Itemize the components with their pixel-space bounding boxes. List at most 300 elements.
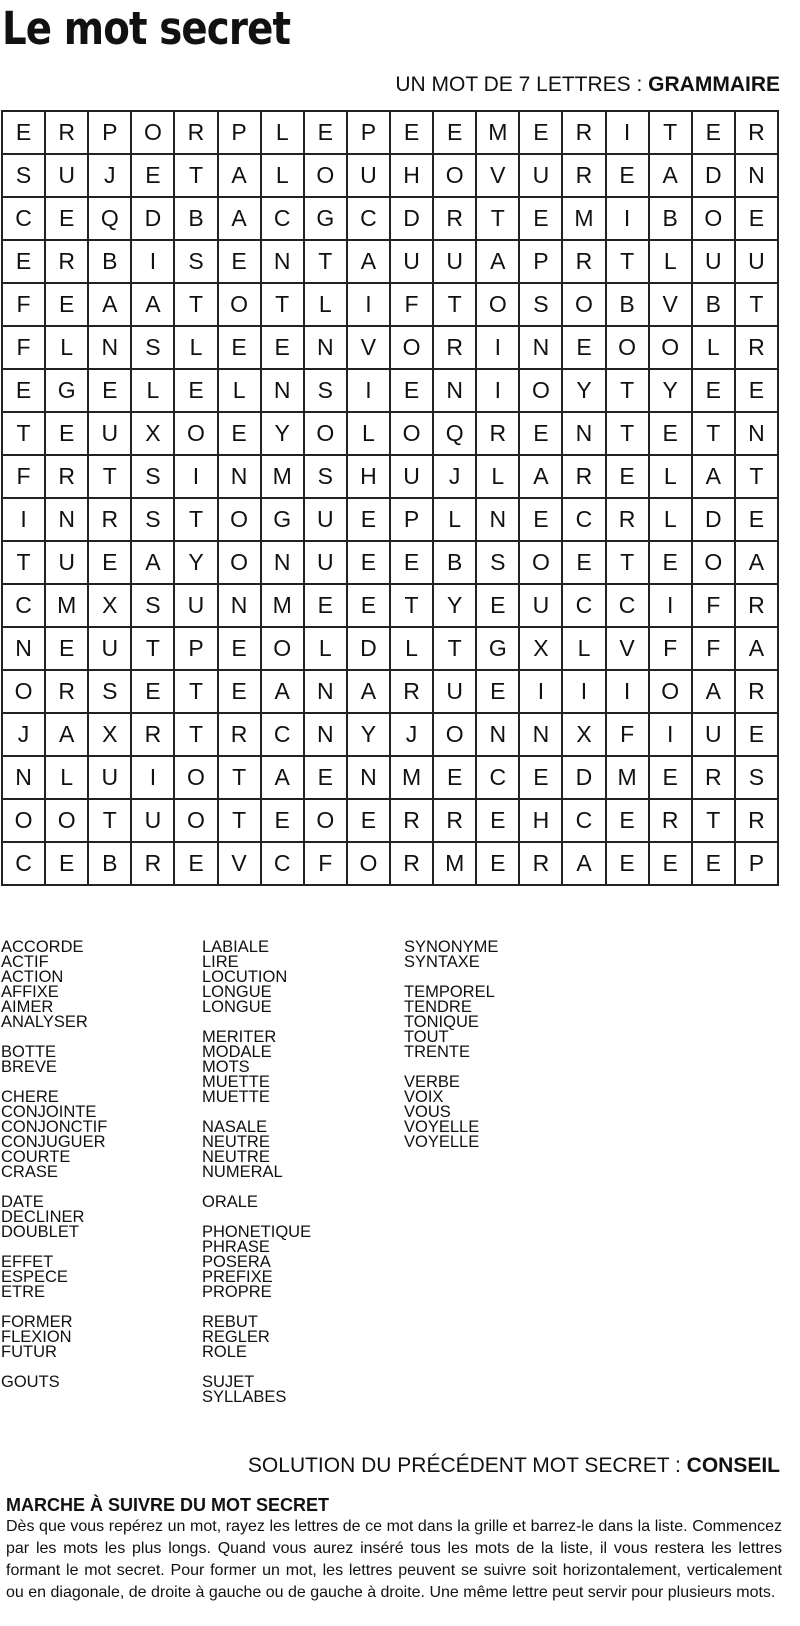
word-list-item[interactable]: ESPECE (1, 1268, 68, 1286)
word-list-item[interactable]: TENDRE (404, 998, 472, 1016)
grid-cell[interactable]: E (520, 198, 563, 241)
word-list-item[interactable]: FORMER (1, 1313, 73, 1331)
grid-cell[interactable]: R (520, 843, 563, 886)
grid-cell[interactable]: S (89, 671, 132, 714)
grid-cell[interactable]: D (348, 628, 391, 671)
grid-cell[interactable]: L (132, 370, 175, 413)
grid-cell[interactable]: T (693, 800, 736, 843)
grid-cell[interactable]: S (305, 370, 348, 413)
grid-cell[interactable]: U (693, 714, 736, 757)
grid-cell[interactable]: E (219, 241, 262, 284)
word-list-item[interactable]: FUTUR (1, 1343, 57, 1361)
grid-cell[interactable]: U (305, 499, 348, 542)
grid-cell[interactable]: A (736, 542, 779, 585)
word-list-item[interactable]: BREVE (1, 1058, 57, 1076)
grid-cell[interactable]: N (305, 671, 348, 714)
grid-cell[interactable]: R (434, 800, 477, 843)
grid-cell[interactable]: R (736, 671, 779, 714)
word-list-item[interactable]: LABIALE (202, 938, 269, 956)
grid-cell[interactable]: N (3, 628, 46, 671)
grid-cell[interactable]: E (434, 757, 477, 800)
grid-cell[interactable]: F (305, 843, 348, 886)
grid-cell[interactable]: C (563, 585, 606, 628)
grid-cell[interactable]: E (46, 284, 89, 327)
word-list-item[interactable]: LONGUE (202, 983, 272, 1001)
grid-cell[interactable]: M (434, 843, 477, 886)
grid-cell[interactable]: L (305, 628, 348, 671)
grid-cell[interactable]: S (477, 542, 520, 585)
grid-cell[interactable]: E (46, 843, 89, 886)
grid-cell[interactable]: A (348, 241, 391, 284)
grid-cell[interactable]: T (3, 542, 46, 585)
grid-cell[interactable]: B (89, 843, 132, 886)
grid-cell[interactable]: J (391, 714, 434, 757)
grid-cell[interactable]: L (348, 413, 391, 456)
word-list-item[interactable]: NEUTRE (202, 1148, 270, 1166)
grid-cell[interactable]: R (477, 413, 520, 456)
grid-cell[interactable]: E (219, 327, 262, 370)
word-list-item[interactable]: SUJET (202, 1373, 255, 1391)
grid-cell[interactable]: I (175, 456, 218, 499)
grid-cell[interactable]: R (46, 456, 89, 499)
grid-cell[interactable]: N (219, 456, 262, 499)
grid-cell[interactable]: R (434, 198, 477, 241)
grid-cell[interactable]: E (175, 843, 218, 886)
grid-cell[interactable]: C (262, 843, 305, 886)
grid-cell[interactable]: I (607, 112, 650, 155)
grid-cell[interactable]: E (650, 413, 693, 456)
grid-cell[interactable]: O (175, 757, 218, 800)
grid-cell[interactable]: C (3, 198, 46, 241)
grid-cell[interactable]: O (175, 800, 218, 843)
grid-cell[interactable]: X (89, 714, 132, 757)
grid-cell[interactable]: A (348, 671, 391, 714)
grid-cell[interactable]: L (650, 499, 693, 542)
grid-cell[interactable]: I (563, 671, 606, 714)
grid-cell[interactable]: P (89, 112, 132, 155)
grid-cell[interactable]: R (391, 671, 434, 714)
word-list-item[interactable]: MUETTE (202, 1073, 270, 1091)
word-list-item[interactable]: SYNONYME (404, 938, 499, 956)
grid-cell[interactable]: B (650, 198, 693, 241)
word-list-item[interactable]: ACTIF (1, 953, 49, 971)
grid-cell[interactable]: R (46, 671, 89, 714)
grid-cell[interactable]: E (348, 800, 391, 843)
grid-cell[interactable]: E (175, 370, 218, 413)
grid-cell[interactable]: U (391, 456, 434, 499)
word-list-item[interactable]: MERITER (202, 1028, 277, 1046)
word-list-item[interactable]: TEMPOREL (404, 983, 495, 1001)
grid-cell[interactable]: G (477, 628, 520, 671)
grid-cell[interactable]: V (650, 284, 693, 327)
grid-cell[interactable]: I (520, 671, 563, 714)
grid-cell[interactable]: E (693, 112, 736, 155)
grid-cell[interactable]: N (348, 757, 391, 800)
word-list-item[interactable]: MOTS (202, 1058, 250, 1076)
word-list-item[interactable]: POSERA (202, 1253, 271, 1271)
grid-cell[interactable]: U (89, 757, 132, 800)
grid-cell[interactable]: R (46, 241, 89, 284)
word-list-item[interactable]: NUMERAL (202, 1163, 283, 1181)
grid-cell[interactable]: E (46, 628, 89, 671)
word-list-item[interactable]: VOUS (404, 1103, 451, 1121)
word-list-item[interactable]: ETRE (1, 1283, 46, 1301)
grid-cell[interactable]: I (132, 241, 175, 284)
word-list-item[interactable]: ACTION (1, 968, 64, 986)
grid-cell[interactable]: M (607, 757, 650, 800)
grid-cell[interactable]: I (607, 671, 650, 714)
grid-cell[interactable]: O (607, 327, 650, 370)
grid-cell[interactable]: O (693, 542, 736, 585)
grid-cell[interactable]: N (477, 714, 520, 757)
grid-cell[interactable]: F (3, 456, 46, 499)
grid-cell[interactable]: M (563, 198, 606, 241)
grid-cell[interactable]: A (219, 155, 262, 198)
grid-cell[interactable]: L (46, 327, 89, 370)
grid-cell[interactable]: R (563, 456, 606, 499)
grid-cell[interactable]: E (434, 112, 477, 155)
grid-cell[interactable]: U (348, 155, 391, 198)
word-list-item[interactable]: REBUT (202, 1313, 258, 1331)
word-list-item[interactable]: PREFIXE (202, 1268, 273, 1286)
word-list-item[interactable]: ORALE (202, 1193, 258, 1211)
word-list-item[interactable]: PROPRE (202, 1283, 272, 1301)
grid-cell[interactable]: T (175, 714, 218, 757)
grid-cell[interactable]: T (736, 284, 779, 327)
grid-cell[interactable]: E (607, 155, 650, 198)
grid-cell[interactable]: E (305, 757, 348, 800)
grid-cell[interactable]: G (46, 370, 89, 413)
grid-cell[interactable]: D (391, 198, 434, 241)
grid-cell[interactable]: N (477, 499, 520, 542)
word-list-item[interactable]: SYNTAXE (404, 953, 480, 971)
word-list-item[interactable]: VOYELLE (404, 1118, 480, 1136)
word-list-item[interactable]: AFFIXE (1, 983, 59, 1001)
grid-cell[interactable]: R (219, 714, 262, 757)
grid-cell[interactable]: Y (563, 370, 606, 413)
grid-cell[interactable]: A (693, 671, 736, 714)
grid-cell[interactable]: E (693, 843, 736, 886)
word-list-item[interactable]: LONGUE (202, 998, 272, 1016)
grid-cell[interactable]: R (563, 112, 606, 155)
grid-cell[interactable]: N (736, 155, 779, 198)
grid-cell[interactable]: R (693, 757, 736, 800)
grid-cell[interactable]: O (348, 843, 391, 886)
grid-cell[interactable]: A (563, 843, 606, 886)
grid-cell[interactable]: E (563, 542, 606, 585)
grid-cell[interactable]: O (477, 284, 520, 327)
grid-cell[interactable]: N (520, 714, 563, 757)
grid-cell[interactable]: N (262, 370, 305, 413)
grid-cell[interactable]: S (132, 456, 175, 499)
grid-cell[interactable]: L (650, 456, 693, 499)
grid-cell[interactable]: R (132, 714, 175, 757)
grid-cell[interactable]: A (650, 155, 693, 198)
grid-cell[interactable]: V (219, 843, 262, 886)
grid-cell[interactable]: C (477, 757, 520, 800)
grid-cell[interactable]: H (348, 456, 391, 499)
grid-cell[interactable]: D (693, 155, 736, 198)
grid-cell[interactable]: E (348, 585, 391, 628)
grid-cell[interactable]: F (3, 327, 46, 370)
grid-cell[interactable]: F (693, 585, 736, 628)
grid-cell[interactable]: O (391, 413, 434, 456)
grid-cell[interactable]: E (3, 112, 46, 155)
grid-cell[interactable]: Y (262, 413, 305, 456)
grid-cell[interactable]: E (391, 112, 434, 155)
grid-cell[interactable]: U (736, 241, 779, 284)
grid-cell[interactable]: U (693, 241, 736, 284)
grid-cell[interactable]: C (3, 585, 46, 628)
grid-cell[interactable]: A (89, 284, 132, 327)
grid-cell[interactable]: R (46, 112, 89, 155)
grid-cell[interactable]: R (563, 155, 606, 198)
grid-cell[interactable]: R (650, 800, 693, 843)
grid-cell[interactable]: E (3, 241, 46, 284)
grid-cell[interactable]: B (89, 241, 132, 284)
grid-cell[interactable]: Q (89, 198, 132, 241)
grid-cell[interactable]: S (305, 456, 348, 499)
word-list-item[interactable]: SYLLABES (202, 1388, 287, 1406)
grid-cell[interactable]: O (262, 628, 305, 671)
grid-cell[interactable]: M (262, 456, 305, 499)
grid-cell[interactable]: F (3, 284, 46, 327)
grid-cell[interactable]: L (262, 112, 305, 155)
word-list-item[interactable]: REGLER (202, 1328, 270, 1346)
grid-cell[interactable]: T (736, 456, 779, 499)
grid-cell[interactable]: A (262, 671, 305, 714)
grid-cell[interactable]: F (693, 628, 736, 671)
grid-cell[interactable]: O (520, 370, 563, 413)
grid-cell[interactable]: R (89, 499, 132, 542)
word-list-item[interactable]: DECLINER (1, 1208, 85, 1226)
grid-cell[interactable]: E (693, 370, 736, 413)
grid-cell[interactable]: U (89, 628, 132, 671)
grid-cell[interactable]: P (391, 499, 434, 542)
word-list-item[interactable]: COURTE (1, 1148, 71, 1166)
word-list-item[interactable]: ACCORDE (1, 938, 84, 956)
grid-cell[interactable]: E (391, 370, 434, 413)
grid-cell[interactable]: N (262, 542, 305, 585)
grid-cell[interactable]: O (3, 800, 46, 843)
grid-cell[interactable]: E (305, 112, 348, 155)
grid-cell[interactable]: J (3, 714, 46, 757)
word-list-item[interactable]: PHONETIQUE (202, 1223, 312, 1241)
grid-cell[interactable]: R (736, 112, 779, 155)
grid-cell[interactable]: I (650, 585, 693, 628)
grid-cell[interactable]: N (3, 757, 46, 800)
grid-cell[interactable]: P (520, 241, 563, 284)
grid-cell[interactable]: C (3, 843, 46, 886)
grid-cell[interactable]: B (175, 198, 218, 241)
grid-cell[interactable]: U (305, 542, 348, 585)
grid-cell[interactable]: O (219, 499, 262, 542)
word-list-item[interactable]: CHERE (1, 1088, 59, 1106)
grid-cell[interactable]: E (89, 542, 132, 585)
grid-cell[interactable]: D (563, 757, 606, 800)
grid-cell[interactable]: T (650, 112, 693, 155)
grid-cell[interactable]: I (477, 327, 520, 370)
grid-cell[interactable]: L (175, 327, 218, 370)
grid-cell[interactable]: A (132, 284, 175, 327)
grid-cell[interactable]: C (262, 714, 305, 757)
grid-cell[interactable]: O (650, 671, 693, 714)
word-list-item[interactable]: TRENTE (404, 1043, 470, 1061)
grid-cell[interactable]: F (607, 714, 650, 757)
grid-cell[interactable]: P (219, 112, 262, 155)
grid-cell[interactable]: C (563, 499, 606, 542)
grid-cell[interactable]: O (434, 155, 477, 198)
grid-cell[interactable]: U (46, 542, 89, 585)
grid-cell[interactable]: L (219, 370, 262, 413)
grid-cell[interactable]: U (89, 413, 132, 456)
grid-cell[interactable]: D (693, 499, 736, 542)
word-list-item[interactable]: TONIQUE (404, 1013, 479, 1031)
grid-cell[interactable]: T (89, 800, 132, 843)
grid-cell[interactable]: O (520, 542, 563, 585)
grid-cell[interactable]: T (175, 671, 218, 714)
grid-cell[interactable]: E (650, 843, 693, 886)
grid-cell[interactable]: V (477, 155, 520, 198)
grid-cell[interactable]: L (477, 456, 520, 499)
grid-cell[interactable]: N (305, 714, 348, 757)
grid-cell[interactable]: O (175, 413, 218, 456)
grid-cell[interactable]: O (305, 800, 348, 843)
grid-cell[interactable]: O (305, 155, 348, 198)
grid-cell[interactable]: T (219, 757, 262, 800)
grid-cell[interactable]: O (693, 198, 736, 241)
grid-cell[interactable]: L (650, 241, 693, 284)
grid-cell[interactable]: E (219, 413, 262, 456)
grid-cell[interactable]: E (477, 843, 520, 886)
grid-cell[interactable]: I (348, 284, 391, 327)
word-list-item[interactable]: CONJONCTIF (1, 1118, 108, 1136)
grid-cell[interactable]: B (434, 542, 477, 585)
grid-cell[interactable]: I (477, 370, 520, 413)
grid-cell[interactable]: H (520, 800, 563, 843)
grid-cell[interactable]: N (736, 413, 779, 456)
grid-cell[interactable]: R (391, 843, 434, 886)
grid-cell[interactable]: O (219, 284, 262, 327)
grid-cell[interactable]: T (607, 413, 650, 456)
grid-cell[interactable]: T (434, 284, 477, 327)
grid-cell[interactable]: E (89, 370, 132, 413)
grid-cell[interactable]: C (607, 585, 650, 628)
grid-cell[interactable]: E (563, 327, 606, 370)
word-list-item[interactable]: LOCUTION (202, 968, 288, 986)
grid-cell[interactable]: R (434, 327, 477, 370)
word-list-item[interactable]: MODALE (202, 1043, 272, 1061)
grid-cell[interactable]: P (175, 628, 218, 671)
grid-cell[interactable]: T (219, 800, 262, 843)
grid-cell[interactable]: G (305, 198, 348, 241)
grid-cell[interactable]: E (391, 542, 434, 585)
grid-cell[interactable]: J (89, 155, 132, 198)
grid-cell[interactable]: L (434, 499, 477, 542)
grid-cell[interactable]: C (563, 800, 606, 843)
grid-cell[interactable]: R (607, 499, 650, 542)
grid-cell[interactable]: T (693, 413, 736, 456)
grid-cell[interactable]: T (305, 241, 348, 284)
grid-cell[interactable]: L (693, 327, 736, 370)
grid-cell[interactable]: A (736, 628, 779, 671)
grid-cell[interactable]: V (348, 327, 391, 370)
grid-cell[interactable]: O (132, 112, 175, 155)
grid-cell[interactable]: A (132, 542, 175, 585)
grid-cell[interactable]: L (262, 155, 305, 198)
grid-cell[interactable]: E (736, 198, 779, 241)
grid-cell[interactable]: T (607, 370, 650, 413)
grid-cell[interactable]: R (736, 585, 779, 628)
word-list-item[interactable]: NEUTRE (202, 1133, 270, 1151)
grid-cell[interactable]: M (262, 585, 305, 628)
grid-cell[interactable]: I (132, 757, 175, 800)
word-list-item[interactable]: MUETTE (202, 1088, 270, 1106)
word-list-item[interactable]: PHRASE (202, 1238, 270, 1256)
word-list-item[interactable]: VOIX (404, 1088, 444, 1106)
grid-cell[interactable]: E (736, 714, 779, 757)
grid-cell[interactable]: N (520, 327, 563, 370)
grid-cell[interactable]: U (391, 241, 434, 284)
grid-cell[interactable]: Y (175, 542, 218, 585)
grid-cell[interactable]: X (563, 714, 606, 757)
grid-cell[interactable]: Y (348, 714, 391, 757)
grid-cell[interactable]: S (736, 757, 779, 800)
grid-cell[interactable]: E (736, 499, 779, 542)
grid-cell[interactable]: A (477, 241, 520, 284)
grid-cell[interactable]: L (391, 628, 434, 671)
grid-cell[interactable]: R (132, 843, 175, 886)
grid-cell[interactable]: M (477, 112, 520, 155)
grid-cell[interactable]: I (3, 499, 46, 542)
grid-cell[interactable]: P (736, 843, 779, 886)
grid-cell[interactable]: O (219, 542, 262, 585)
grid-cell[interactable]: I (650, 714, 693, 757)
grid-cell[interactable]: D (132, 198, 175, 241)
word-list-item[interactable]: BOTTE (1, 1043, 57, 1061)
grid-cell[interactable]: E (650, 542, 693, 585)
grid-cell[interactable]: E (607, 456, 650, 499)
grid-cell[interactable]: N (262, 241, 305, 284)
grid-cell[interactable]: N (563, 413, 606, 456)
grid-cell[interactable]: E (46, 198, 89, 241)
grid-cell[interactable]: L (305, 284, 348, 327)
word-list-item[interactable]: TOUT (404, 1028, 449, 1046)
grid-cell[interactable]: R (175, 112, 218, 155)
grid-cell[interactable]: E (607, 800, 650, 843)
grid-cell[interactable]: E (736, 370, 779, 413)
grid-cell[interactable]: A (693, 456, 736, 499)
grid-cell[interactable]: Y (650, 370, 693, 413)
grid-cell[interactable]: T (3, 413, 46, 456)
grid-cell[interactable]: N (46, 499, 89, 542)
grid-cell[interactable]: J (434, 456, 477, 499)
grid-cell[interactable]: E (219, 671, 262, 714)
grid-cell[interactable]: E (520, 413, 563, 456)
grid-cell[interactable]: T (607, 241, 650, 284)
grid-cell[interactable]: E (132, 671, 175, 714)
word-list-item[interactable]: NASALE (202, 1118, 268, 1136)
word-list-item[interactable]: DATE (1, 1193, 44, 1211)
grid-cell[interactable]: M (46, 585, 89, 628)
grid-cell[interactable]: R (391, 800, 434, 843)
grid-cell[interactable]: X (520, 628, 563, 671)
word-list-item[interactable]: CRASE (1, 1163, 58, 1181)
word-list-item[interactable]: VERBE (404, 1073, 460, 1091)
grid-cell[interactable]: O (3, 671, 46, 714)
grid-cell[interactable]: U (520, 155, 563, 198)
grid-cell[interactable]: H (391, 155, 434, 198)
